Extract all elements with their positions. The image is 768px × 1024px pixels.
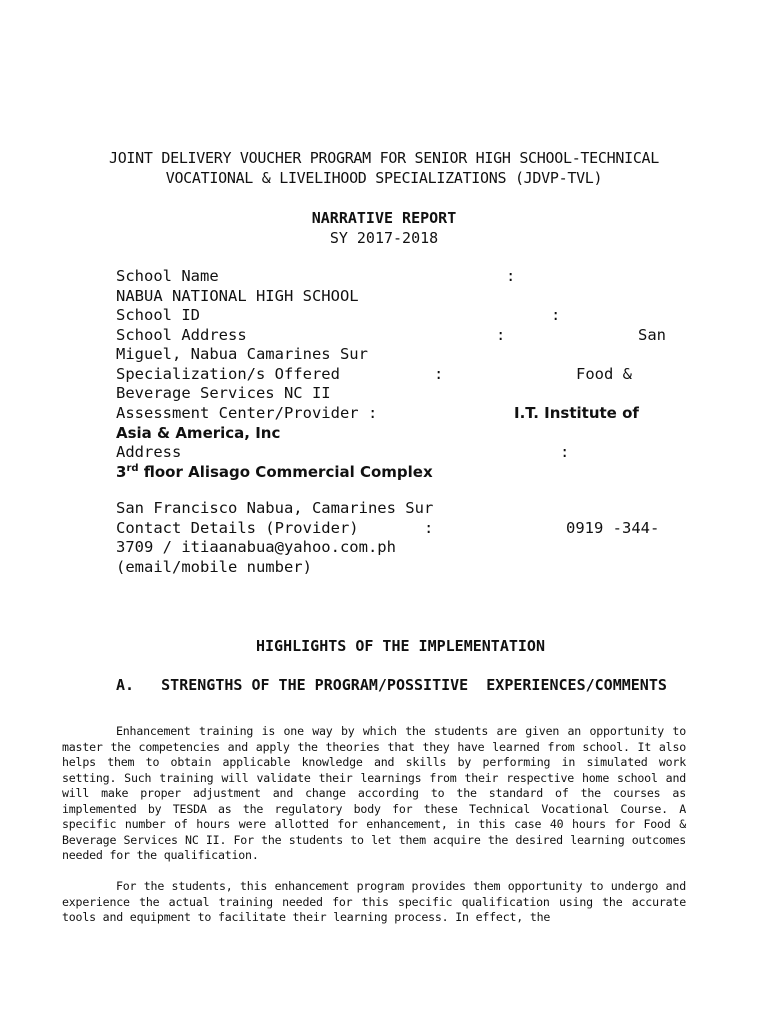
- contact-details-colon: :: [424, 519, 434, 537]
- contact-details-value-a: 0919 -344-: [566, 519, 660, 537]
- school-name-label: School Name: [116, 267, 219, 285]
- assessment-center-value-a: I.T. Institute of: [514, 404, 639, 422]
- paragraph-2: For the students, this enhancement program provides them opportunity to undergo and experience the actual training needed for this specific qualification using the accurate tools and equipment to facilitate their learning process. In effect, the: [62, 879, 686, 924]
- school-address-value-b: Miguel, Nabua Camarines Sur: [116, 345, 368, 363]
- specialization-label: Specialization/s Offered: [116, 365, 340, 383]
- specialization-value-a: Food &: [576, 365, 632, 383]
- assessment-center-label: Assessment Center/Provider: [116, 404, 359, 422]
- address-label: Address: [116, 443, 182, 461]
- address-value-a: 3rd floor Alisago Commercial Complex: [116, 463, 433, 481]
- section-a-heading: A. STRENGTHS OF THE PROGRAM/POSSITIVE EXPERIENCES/COMMENTS: [116, 676, 667, 694]
- assessment-center-colon: :: [368, 404, 378, 422]
- program-title-line-2: VOCATIONAL & LIVELIHOOD SPECIALIZATIONS (JDVP-TVL): [165, 169, 603, 187]
- school-name-colon: :: [506, 267, 516, 285]
- contact-details-label: Contact Details (Provider): [116, 519, 359, 537]
- school-name-value: NABUA NATIONAL HIGH SCHOOL: [116, 287, 359, 305]
- assessment-center-value-b: Asia & America, Inc: [116, 424, 281, 442]
- address-colon: :: [560, 443, 570, 461]
- school-address-label: School Address: [116, 326, 247, 344]
- program-title-line-1: JOINT DELIVERY VOUCHER PROGRAM FOR SENIOR HIGH SCHOOL-TECHNICAL: [108, 149, 660, 167]
- paragraph-1: Enhancement training is one way by which the students are given an opportunity to master the competencies and apply the theories that they have learned from school. It also helps them to obtain applicable knowledge and skills by performing in simulated work setting. Such training will validate their learnings from their respective home school and will make proper adjustment and change according to the standard of the courses as implemented by TESDA as the regulatory body for these Technical Vocational Course. A specific number of hours were allotted for enhancement, in this case 40 hours for Food & Beverage Services NC II. For the students to let them acquire the desired learning outcomes needed for the qualification.: [62, 724, 686, 862]
- specialization-value-b: Beverage Services NC II: [116, 384, 331, 402]
- report-heading: NARRATIVE REPORT: [311, 209, 457, 227]
- school-address-colon: :: [496, 326, 506, 344]
- specialization-colon: :: [434, 365, 444, 383]
- school-id-label: School ID: [116, 306, 200, 324]
- contact-details-value-b: 3709 / itiaanabua@yahoo.com.ph: [116, 538, 396, 556]
- school-id-colon: :: [551, 306, 561, 324]
- contact-details-value-c: (email/mobile number): [116, 558, 312, 576]
- school-year: SY 2017-2018: [329, 229, 439, 247]
- school-address-value-a: San: [638, 326, 666, 344]
- highlights-heading: HIGHLIGHTS OF THE IMPLEMENTATION: [256, 637, 545, 655]
- address-value-b: San Francisco Nabua, Camarines Sur: [116, 499, 434, 517]
